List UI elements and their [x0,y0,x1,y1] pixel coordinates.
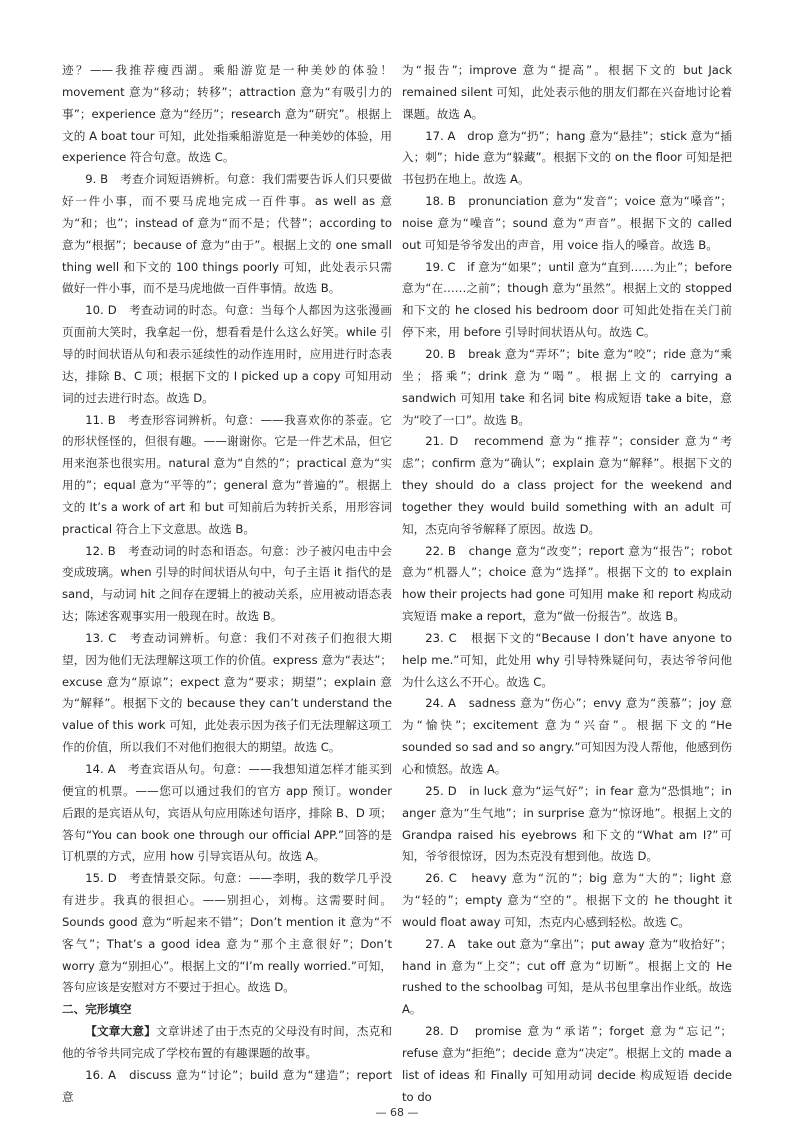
summary-text: 文章讲述了由于杰克的父母没有时间，杰克和他的爷爷共同完成了学校布置的有趣课题的故事。 [62,1024,392,1060]
paragraph: 为“报告”；improve 意为“提高”。根据下文的 but Jack remained silent 可知，此处表示他的朋友们都在兴奋地讨论着课题。故选 A。 [402,63,732,121]
answer-27: 27. A take out 意为“拿出”；put away 意为“收拾好”；hand in 意为“上交”；cut off 意为“切断”。根据上文的 He rushed to the schoolbag 可知，是从书包里拿出作业纸。故选 A。 [402,936,732,1017]
answer-17: 17. A drop 意为“扔”；hang 意为“悬挂”；stick 意为“插入；刺”；hide 意为“躲藏”。根据下文的 on the floor 可知是把书包扔在地上。故选 A。 [402,128,732,187]
answer-25: 25. D in luck 意为“运气好”；in fear 意为“恐惧地”；in anger 意为“生气地”；in surprise 意为“惊讶地”。根据上文的 Grandpa raised his eyebrows 和下文的“What am I?”可知，爷爷很惊讶，因为杰克没有想到他。故选 D。 [402,783,732,864]
answer-9: 9. B 考查介词短语辨析。句意：我们需要告诉人们只要做好一件小事，而不要马虎地完成一百件事。as well as 意为“和；也”；instead of 意为“而不是；代替”；according to 意为“根据”；because of 意为“由于”。根据上文的 one small thing well 和下文的 100 things poorly 可知，此处表示只需做好一件小事，而不是马虎地做一百件事情。故选 B。 [62,172,392,296]
paragraph: 迹？——我推荐瘦西湖。乘船游览是一种美妙的体验！movement 意为“移动；转移”；attraction 意为“有吸引力的事”；experience 意为“经历”；research 意为“研究”。根据上文的 A boat tour 可知，此处指乘船游览是一种美妙的体验，用 experience 符合句意。故选 C。 [62,63,392,165]
right-column [402,60,732,1109]
answer-16: 16. A discuss 意为“讨论”；build 意为“建造”；report 意 [62,1067,392,1104]
section-heading: 二、完形填空 [62,1002,132,1017]
answer-26: 26. C heavy 意为“沉的”；big 意为“大的”；light 意为“轻的”；empty 意为“空的”。根据下文的 he thought it would float away 可知，杰克内心感到轻松。故选 C。 [402,871,732,929]
answer-24: 24. A sadness 意为“伤心”；envy 意为“羡慕”；joy 意为“愉快”；excitement 意为“兴奋”。根据下文的“He sounded so sad and so angry.”可知因为没人帮他，他感到伤心和愤怒。故选 A。 [402,696,732,776]
answer-11: 11. B 考查形容词辨析。句意：——我喜欢你的茶壶。它的形状怪怪的，但很有趣。——谢谢你。它是一件艺术品，但它用来泡茶也很实用。natural 意为“自然的”；practical 意为“实用的”；equal 意为“平等的”；general 意为“普遍的”。根据上文的 It’s a work of art 和 but 可知前后为转折关系，用形容词 practical 符合上下文意思。故选 B。 [62,412,392,536]
answer-19: 19. C if 意为“如果”；until 意为“直到……为止”；before 意为“在……之前”；though 意为“虽然”。根据上文的 stopped 和下文的 he closed his bedroom door 可知此处指在关门前停下来，用 before 引导时间状语从句。故选 C。 [402,259,732,340]
answer-13: 13. C 考查动词辨析。句意：我们不对孩子们抱很大期望，因为他们无法理解这项工作的价值。express 意为“表达”；excuse 意为“原谅”；expect 意为“要求；期望”；explain 意为“解释”。根据下文的 because they can’t understand the value of this work 可知，此处表示因为孩子们无法理解这项工作的价值，所以我们不对他们抱很大的期望。故选 C。 [62,630,392,755]
answer-23: 23. C 根据下文的“Because I don’t have anyone to help me.”可知，此处用 why 引导特殊疑问句，表达爷爷问他为什么这么不开心。故选 C。 [402,630,732,689]
summary-box [62,1021,392,1065]
answer-12: 12. B 考查动词的时态和语态。句意：沙子被闪电击中会变成玻璃。when 引导的时间状语从句中，句子主语 it 指代的是 sand，与动词 hit 之间存在逻辑上的被动关系，应用被动语态表达；陈述客观事实用一般现在时。故选 B。 [62,543,392,624]
summary-tag: 【文章大意】 [85,1024,157,1039]
answer-15: 15. D 考查情景交际。句意：——李明，我的数学几乎没有进步。我真的很担心。——别担心，刘梅。这需要时间。Sounds good 意为“听起来不错”；Don’t mention it 意为“不客气”；That’s a good idea 意为“那个主意很好”；Don’t worry 意为“别担心”。根据上文的“I’m really worried.”可知，答句应该是安慰对方不要过于担心。故选 D。 [62,871,392,995]
page-number: — 68 — [375,1106,419,1119]
answer-10: 10. D 考查动词的时态。句意：当每个人都因为这张漫画页面前大笑时，我拿起一份，想看看是什么这么好笑。while 引导的时间状语从句和表示延续性的动作连用时，应用进行时态表达，排除 B、C 项；根据下文的 I picked up a copy 可知用动词的过去进行时态。故选 D。 [62,303,392,405]
answer-22: 22. B change 意为“改变”；report 意为“报告”；robot 意为“机器人”；choice 意为“选择”。根据下文的 to explain how their projects had gone 可知用 make 和 report 构成动宾短语 make a report，意为“做一份报告”。故选 B。 [402,543,732,624]
left-column [62,60,392,1109]
answer-18: 18. B pronunciation 意为“发音”；voice 意为“嗓音”；noise 意为“噪音”；sound 意为“声音”。根据下文的 called out 可知是爷爷发出的声音，用 voice 指人的嗓音。故选 B。 [402,194,732,252]
answer-20: 20. B break 意为“弄坏”；bite 意为“咬”；ride 意为“乘坐；搭乘”；drink 意为“喝”。根据上文的 carrying a sandwich 可知用 take 和名词 bite 构成短语 take a bite，意为“咬了一口”。故选 B。 [402,346,732,427]
answer-28: 28. D promise 意为“承诺”；forget 意为“忘记”；refuse 意为“拒绝”；decide 意为“决定”。根据上文的 made a list of ideas 和 Finally 可知用动词 decide 构成短语 decide to do [402,1024,732,1104]
answer-14: 14. A 考查宾语从句。句意：——我想知道怎样才能买到便宜的机票。——您可以通过我们的官方 app 预订。wonder 后跟的是宾语从句，宾语从句应用陈述句语序，排除 B、D 项；答句“You can book one through our official APP.”回答的是订机票的方式，应用 how 引导宾语从句。故选 A。 [62,762,392,864]
answer-21: 21. D recommend 意为“推荐”；consider 意为“考虑”；confirm 意为“确认”；explain 意为“解释”。根据下文的 they should do a class project for the weekend and together they would build something with an adult 可知，杰克向爷爷解释了原因。故选 D。 [402,434,732,536]
